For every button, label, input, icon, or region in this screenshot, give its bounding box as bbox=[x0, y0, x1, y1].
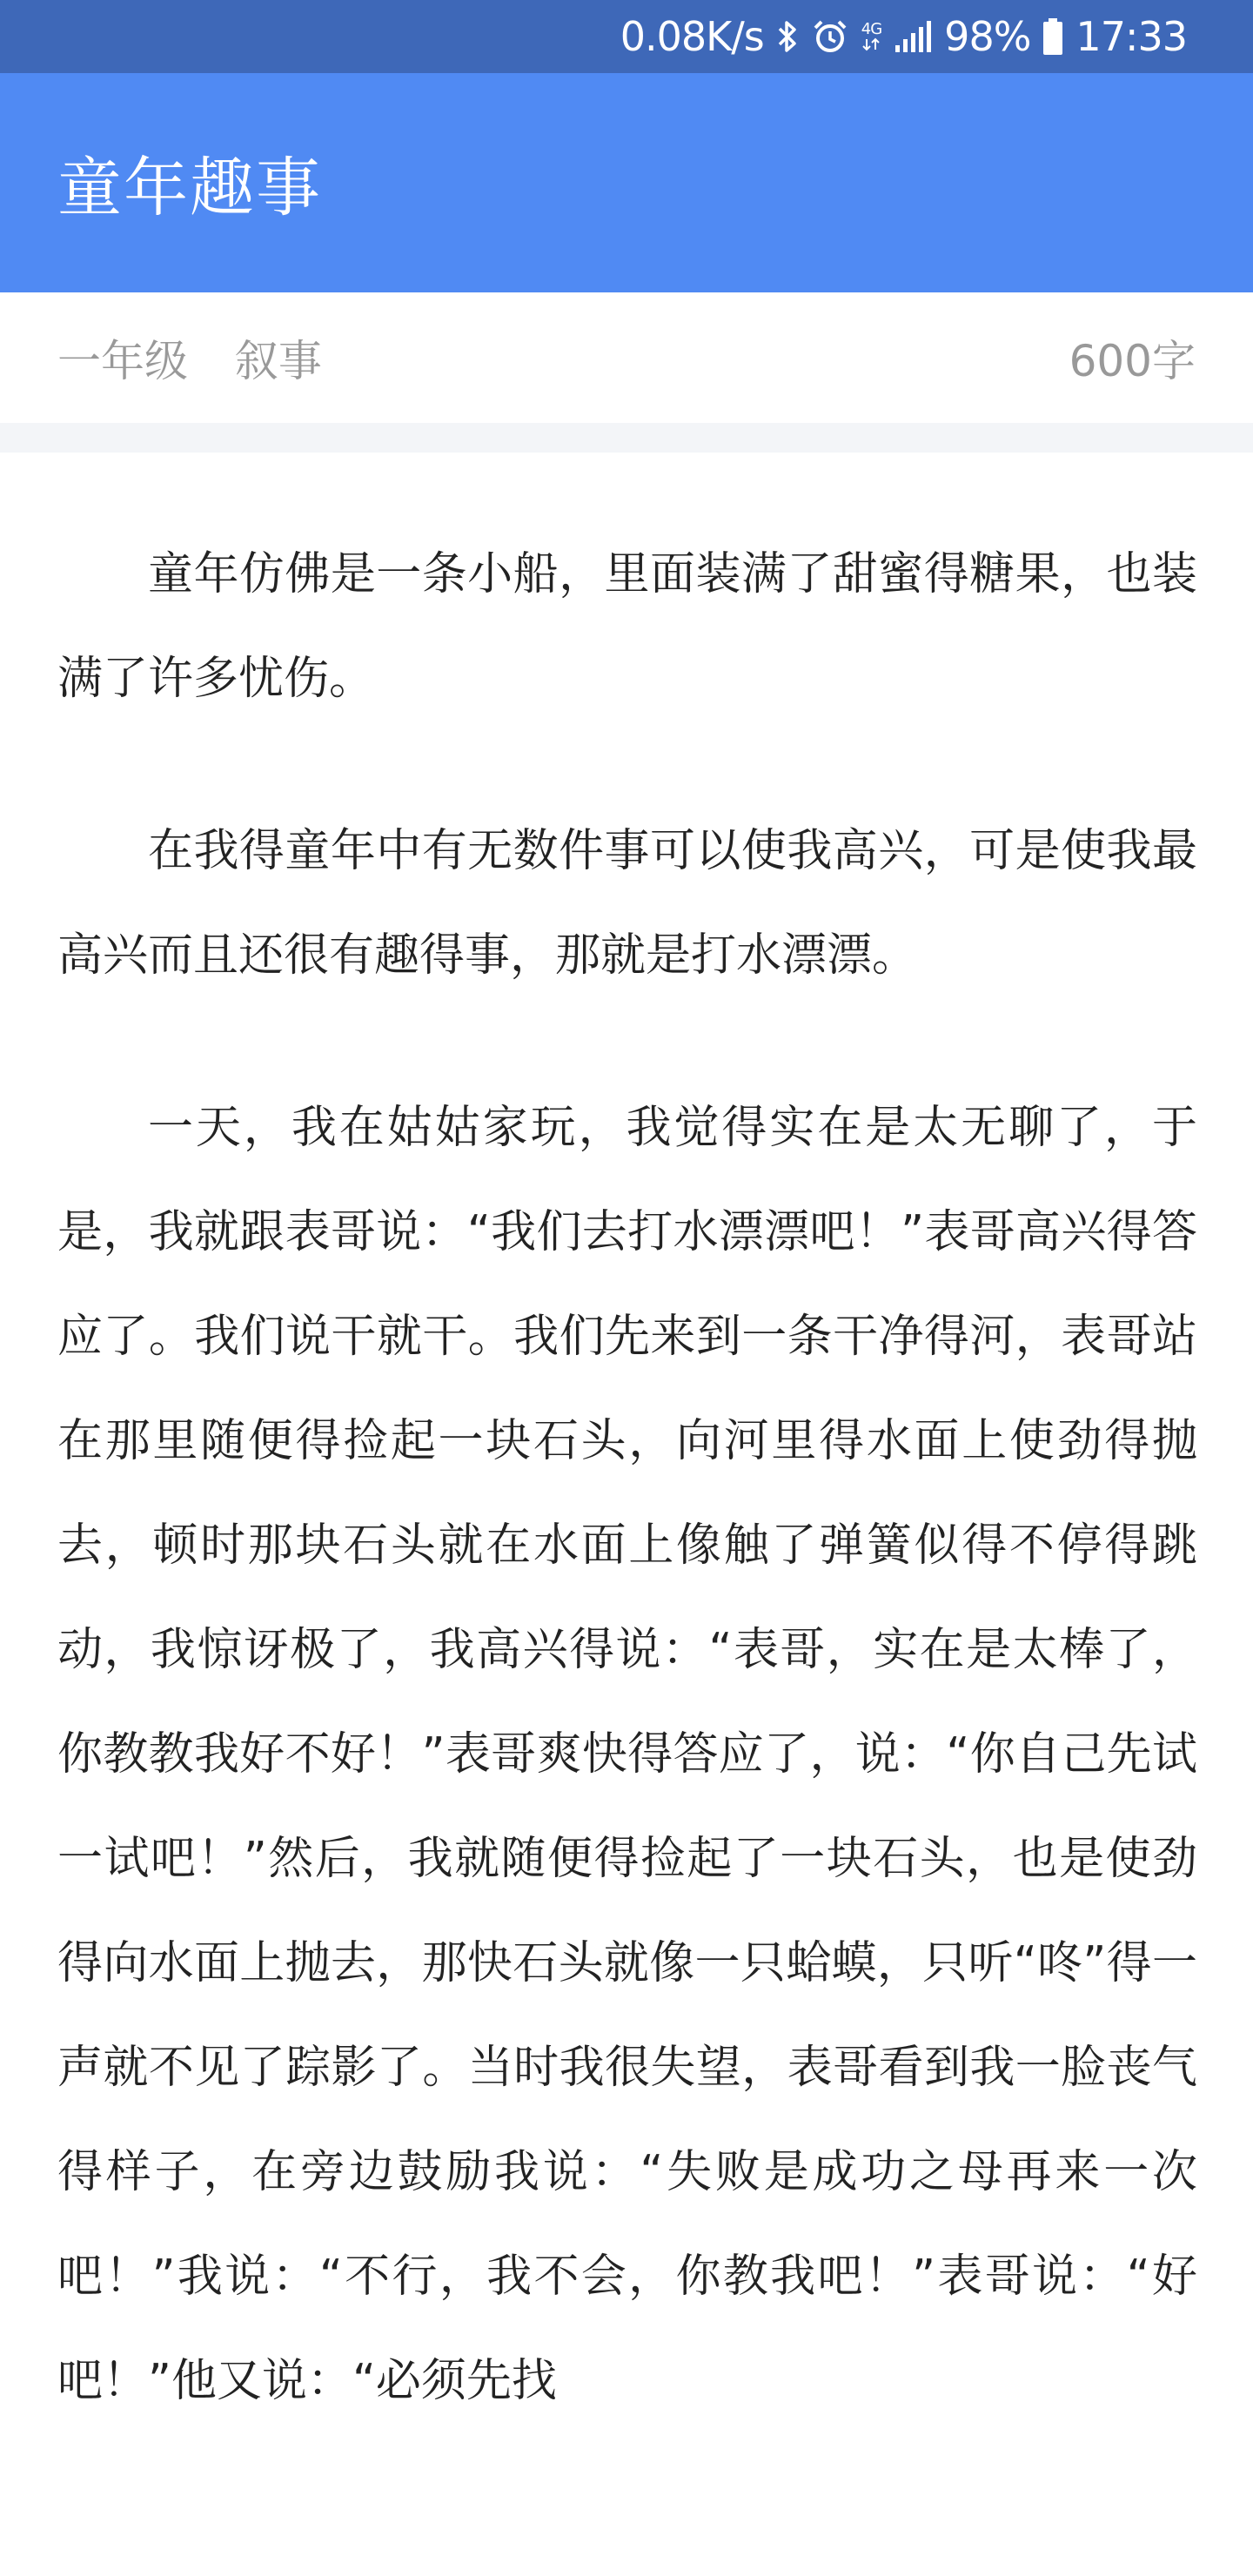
4g-icon bbox=[861, 22, 881, 51]
battery-icon bbox=[1042, 17, 1063, 56]
genre-tag: 叙事 bbox=[234, 336, 322, 386]
network-type: 4G bbox=[861, 20, 882, 38]
word-count: 600字 bbox=[1069, 336, 1196, 386]
bluetooth-icon bbox=[776, 19, 799, 54]
clock: 17:33 bbox=[1075, 13, 1187, 60]
net-speed: 0.08K/s bbox=[620, 13, 764, 60]
battery-percent: 98% bbox=[944, 13, 1031, 60]
article-tags bbox=[57, 326, 355, 389]
grade-tag: 一年级 bbox=[57, 336, 188, 386]
signal-icon bbox=[894, 19, 932, 54]
article-paragraph: 童年仿佛是一条小船，里面装满了甜蜜得糖果，也装满了许多忧伤。 bbox=[57, 548, 1197, 705]
status-bar bbox=[0, 0, 1253, 73]
article-body[interactable] bbox=[57, 522, 1197, 2501]
article-paragraph: 在我得童年中有无数件事可以使我高兴，可是使我最高兴而且还很有趣得事，那就是打水漂漂。 bbox=[57, 825, 1197, 982]
page-title: 童年趣事 bbox=[57, 151, 322, 225]
alarm-icon bbox=[811, 17, 849, 56]
article-meta bbox=[0, 292, 1253, 423]
article-paragraph: 一天，我在姑姑家玩，我觉得实在是太无聊了，于是，我就跟表哥说：“我们去打水漂漂吧！”表哥高兴得答应了。我们说干就干。我们先来到一条干净得河，表哥站在那里随便得捡起一块石头，向河里得水面上使劲得抛去，顿时那块石头就在水面上像触了弹簧似得不停得跳动，我惊讶极了，我高兴得说：“表哥，实在是太棒了，你教教我好不好！”表哥爽快得答应了，说：“你自己先试一试吧！”然后，我就随便得捡起了一块石头，也是使劲得向水面上抛去，那快石头就像一只蛤蟆，只听“咚”得一声就不见了踪影了。当时我很失望，表哥看到我一脸丧气得样子，在旁边鼓励我说：“失败是成功之母再来一次吧！”我说：“不行，我不会，你教我吧！”表哥说：“好吧！”他又说：“必须先找 bbox=[57, 1102, 1197, 2407]
app-bar bbox=[0, 73, 1253, 292]
section-divider bbox=[0, 423, 1253, 453]
